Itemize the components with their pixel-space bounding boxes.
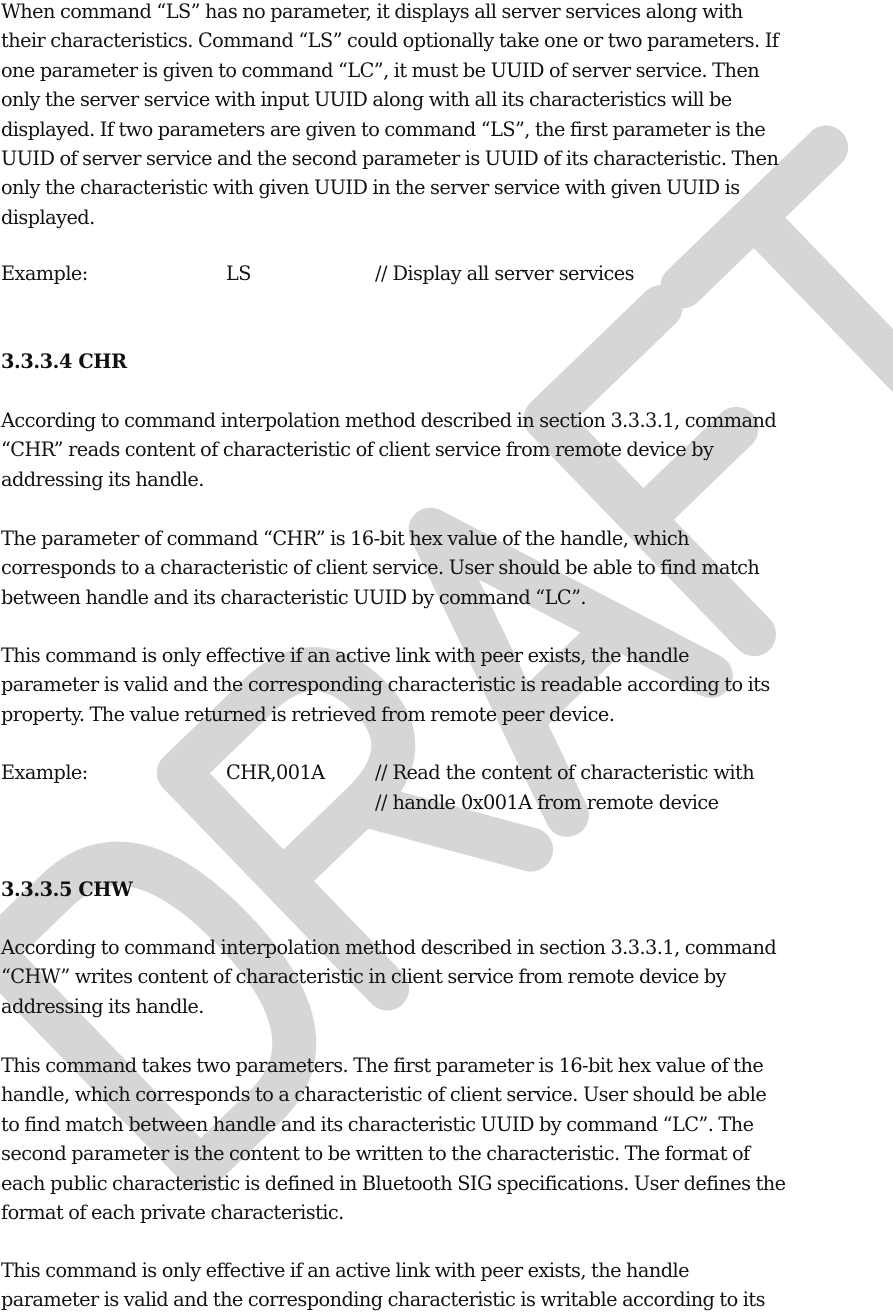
example-command: LS xyxy=(226,262,251,285)
chr-paragraph-3: This command is only effective if an active link with peer exists, the handle parameter is valid and the corresponding characteristic is readable according to its property. The value returned is retrieved from remote peer device. xyxy=(1,644,770,726)
example-comment: // handle 0x001A from remote device xyxy=(375,791,719,814)
example-command: CHR,001A xyxy=(226,761,325,784)
example-label: Example: xyxy=(1,262,88,285)
chw-paragraph-2: This command takes two parameters. The first parameter is 16-bit hex value of the handle, which corresponds to a characteristic of client service. User should be able to find match between handle and its characteristic UUID by command “LC”. The second parameter is the content to be written to the characteristic. The format of each public characteristic is defined in Bluetooth SIG specifications. User defines the format of each private characteristic. xyxy=(1,1054,786,1225)
section-heading-chr: 3.3.3.4 CHR xyxy=(1,350,127,373)
ls-description: When command “LS” has no parameter, it displays all server services along with their characteristics. Command “LS” could optionally take one or two parameters. If one parameter is given to command “LC”, it must be UUID of server service. Then only the server service with input UUID along with all its characteristics will be displayed. If two parameters are given to command “LS”, the first parameter is the UUID of server service and the second parameter is UUID of its characteristic. Then only the characteristic with given UUID in the server service with given UUID is displayed. xyxy=(1,0,779,229)
example-comment: // Read the content of characteristic with xyxy=(375,761,755,784)
example-label: Example: xyxy=(1,761,88,784)
section-heading-chw: 3.3.3.5 CHW xyxy=(1,878,133,901)
chw-paragraph-1: According to command interpolation method described in section 3.3.3.1, command “CHW” writes content of characteristic in client service from remote device by addressing its handle. xyxy=(1,936,777,1018)
chr-paragraph-1: According to command interpolation method described in section 3.3.3.1, command “CHR” reads content of characteristic of client service from remote device by addressing its handle. xyxy=(1,409,777,491)
example-comment: // Display all server services xyxy=(375,262,634,285)
chw-paragraph-3: This command is only effective if an active link with peer exists, the handle parameter is valid and the corresponding characteristic is writable according to its xyxy=(1,1259,765,1312)
chr-paragraph-2: The parameter of command “CHR” is 16-bit hex value of the handle, which corresponds to a characteristic of client service. User should be able to find match between handle and its characteristic UUID by command “LC”. xyxy=(1,527,760,609)
